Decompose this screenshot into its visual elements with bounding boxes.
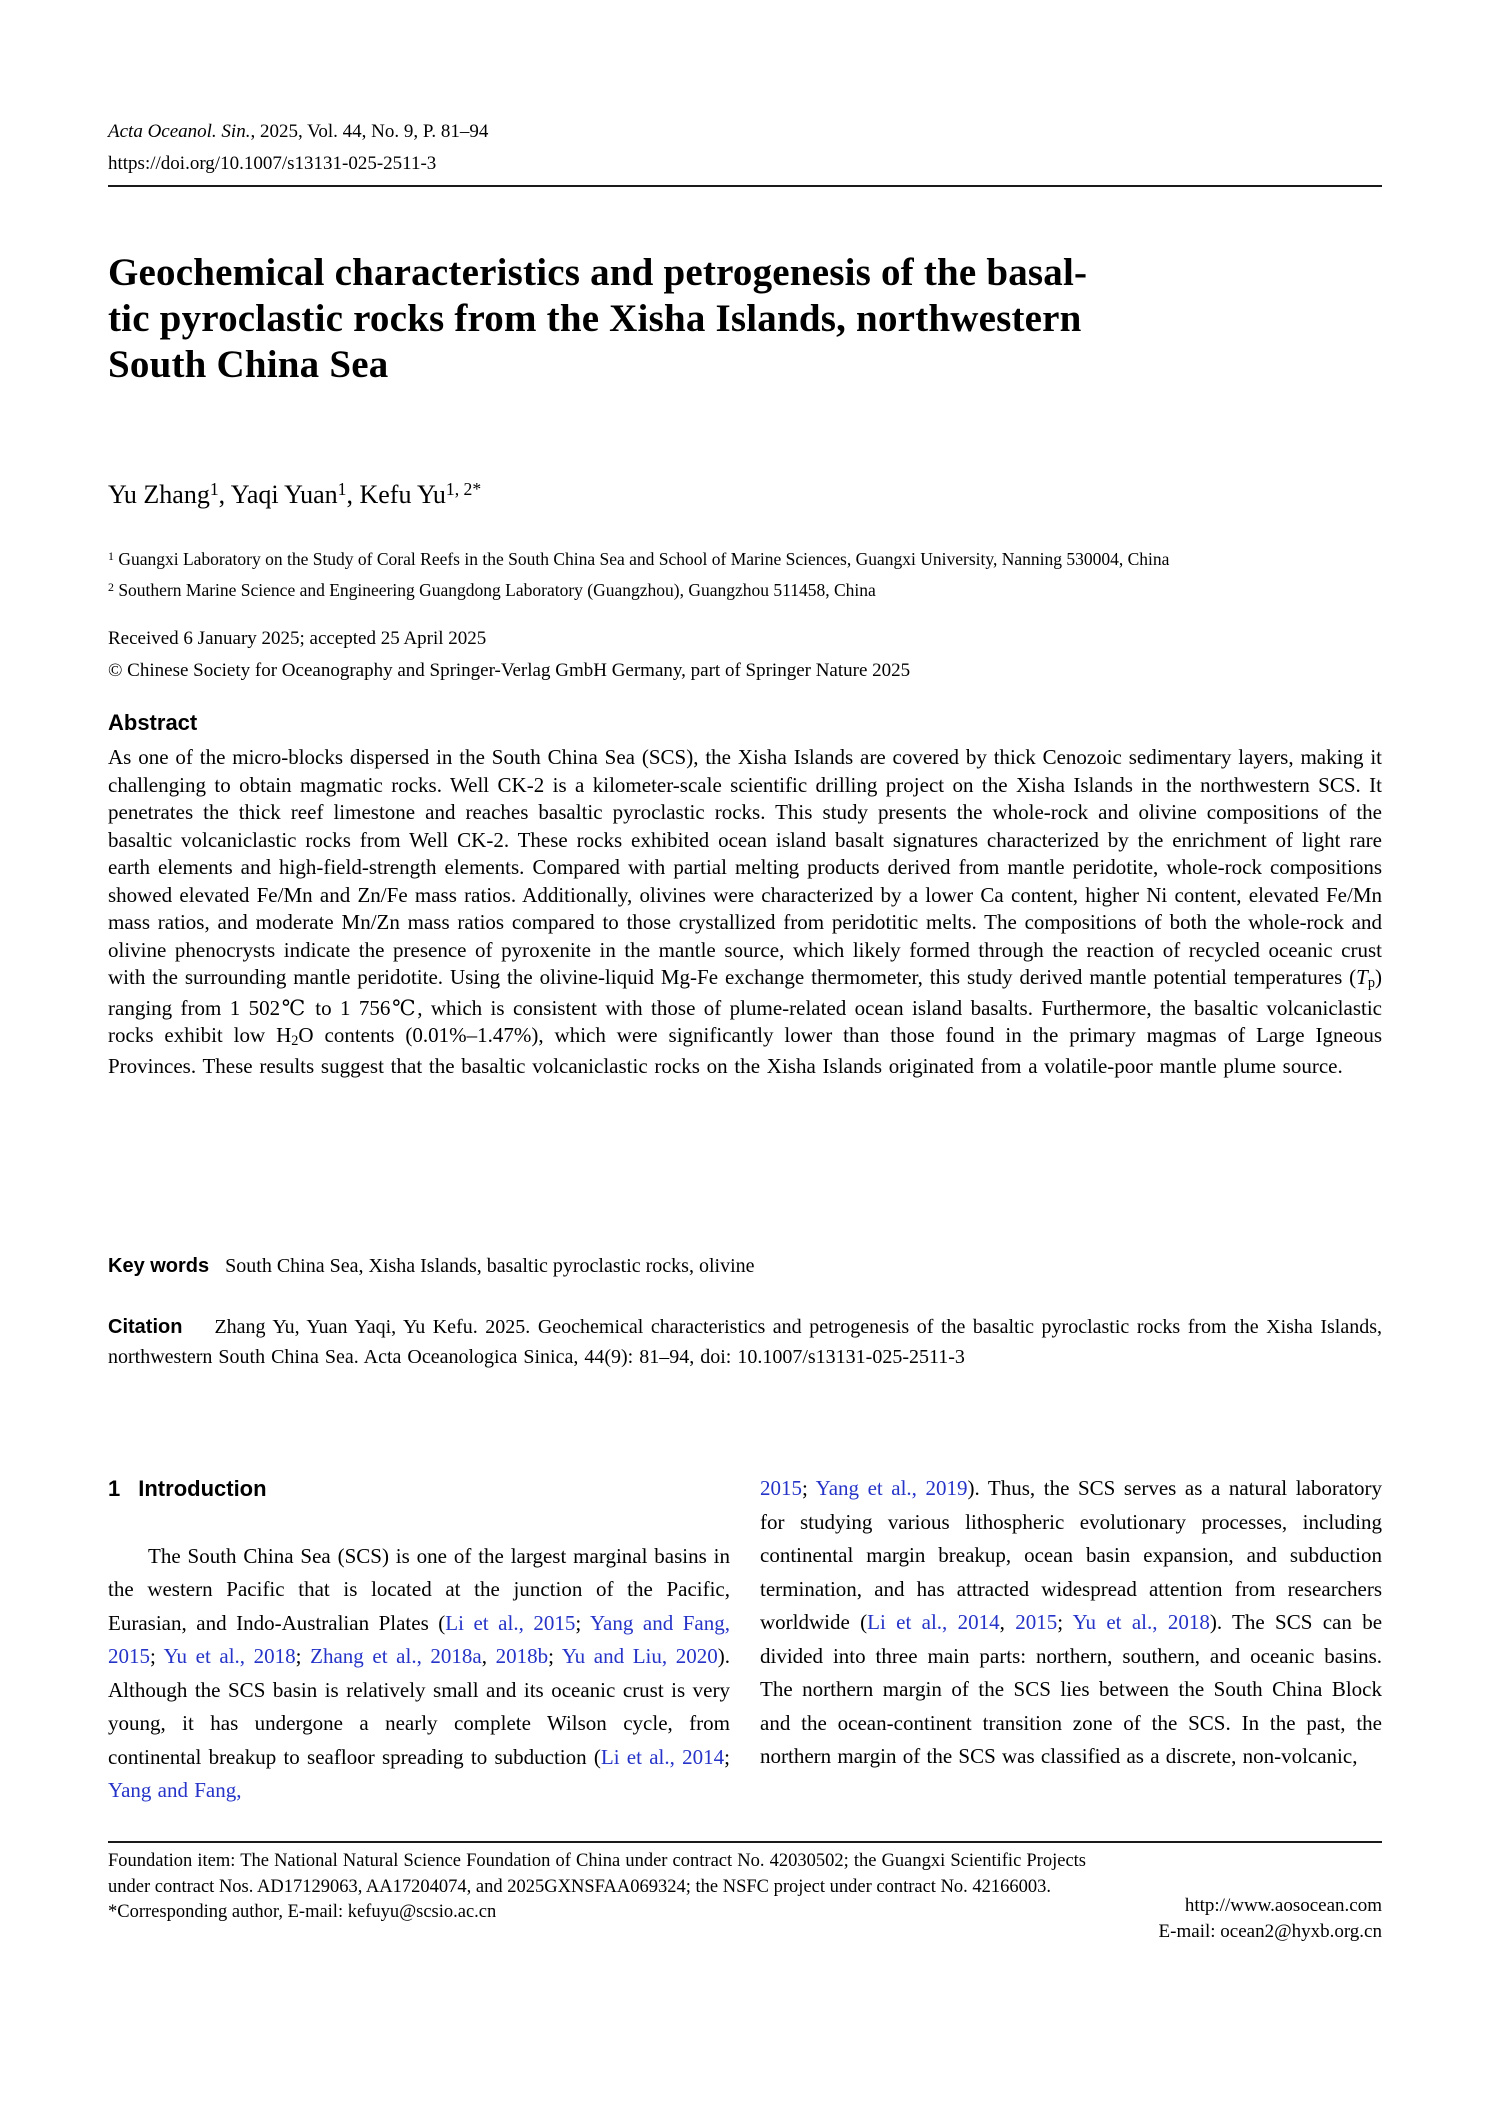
footnote-divider <box>108 1841 1382 1843</box>
keywords-label: Key words <box>108 1255 210 1277</box>
abstract-heading: Abstract <box>108 710 198 735</box>
text-segment: ). Although the SCS basin is relatively small and its oceanic crust is very young, it has undergone a nearly complete Wilson cycle, from continental breakup to seafloor spreading to subduction ( <box>108 1644 730 1769</box>
introduction-section <box>108 1472 1382 1808</box>
intro-paragraph-right <box>760 1472 1382 1774</box>
citation-block <box>108 1312 1382 1372</box>
keywords-line <box>108 1252 1382 1280</box>
citation-link[interactable]: Yang and Fang, <box>108 1778 242 1802</box>
text-segment: 2 <box>108 579 114 594</box>
text-segment: As one of the micro-blocks dispersed in the South China Sea (SCS), the Xisha Islands are covered by thick Cenozoic sedimentary layers, making it challenging to obtain magmatic rocks. Well CK-2 is a kilometer-scale scientific drilling project on the Xisha Islands in the northwestern SCS. It penetrates the thick reef limestone and reaches basaltic pyroclastic rocks. This study presents the whole-rock and olivine compositions of the basaltic volcaniclastic rocks from Well CK-2. These rocks exhibited ocean island basalt signatures characterized by the enrichment of light rare earth elements and high-field-strength elements. Compared with partial melting products derived from mantle peridotite, whole-rock compositions showed elevated Fe/Mn and Zn/Fe mass ratios. Additionally, olivines were characterized by a lower Ca content, higher Ni content, elevated Fe/Mn mass ratios, and moderate Mn/Zn mass ratios compared to those crystallized from peridotitic melts. The compositions of both the whole-rock and olivine phenocrysts indicate the presence of pyroxenite in the mantle source, which likely formed through the reaction of recycled oceanic crust with the surrounding mantle peridotite. Using the olivine-liquid Mg-Fe exchange thermometer, this study derived mantle potential temperatures ( <box>108 745 1382 989</box>
header-divider <box>108 185 1382 187</box>
text-segment: ; <box>724 1744 730 1769</box>
text-segment: Guangxi Laboratory on the Study of Coral Reefs in the South China Sea and School of Marine Sciences, Guangxi University, Nanning 530004, China <box>113 549 1170 569</box>
text-segment: T <box>1356 965 1368 989</box>
citation-link[interactable]: Li et al., 2015 <box>445 1610 576 1635</box>
affiliation-1 <box>108 545 1382 576</box>
text-segment: ; <box>150 1644 164 1668</box>
citation-link[interactable]: Li et al., 2014 <box>600 1744 725 1769</box>
author-line <box>108 478 1382 514</box>
citation-link[interactable]: Yu et al., 2018 <box>1072 1610 1210 1634</box>
journal-masthead <box>108 116 1382 180</box>
text-segment: Yu Zhang <box>108 480 210 509</box>
journal-website: http://www.aosocean.com <box>1184 1895 1382 1916</box>
received-accepted-line: Received 6 January 2025; accepted 25 April 2025 <box>108 628 487 649</box>
text-segment: 1 <box>108 548 114 563</box>
text-segment: Acta Oceanol. Sin. <box>108 121 251 142</box>
citation-link[interactable]: 2015 <box>760 1476 802 1500</box>
intro-right-column <box>760 1472 1382 1808</box>
citation-text: Zhang Yu, Yuan Yaqi, Yu Kefu. 2025. Geochemical characteristics and petrogenesis of the basaltic pyroclastic rocks from the Xisha Islands, northwestern South China Sea. Acta Oceanologica Sinica, 44(9): 81–94, doi: 10.1007/s13131-025-2511-3 <box>108 1316 1382 1368</box>
keywords-text: South China Sea, Xisha Islands, basaltic pyroclastic rocks, olivine <box>225 1255 755 1277</box>
article-title-line: Geochemical characteristics and petrogenesis of the basal- <box>108 251 1088 294</box>
citation-link[interactable]: Yu et al., 2018 <box>163 1644 296 1668</box>
text-segment: , Kefu Yu <box>346 480 446 509</box>
article-title-line: tic pyroclastic rocks from the Xisha Islands, northwestern <box>108 297 1082 340</box>
abstract-body <box>108 744 1382 1080</box>
copyright-line: © Chinese Society for Oceanography and Springer-Verlag GmbH Germany, part of Springer Nature 2025 <box>108 660 911 681</box>
text-segment: ; <box>1057 1610 1073 1634</box>
text-segment: ; <box>575 1610 590 1635</box>
text-segment: O contents (0.01%–1.47%), which were significantly lower than those found in the primary magmas of Large Igneous Provinces. These results suggest that the basaltic volcaniclastic rocks on the Xisha Islands originated from a volatile-poor mantle plume source. <box>108 1023 1382 1078</box>
citation-link[interactable]: Yang et al., 2019 <box>815 1476 968 1500</box>
text-segment: , Yaqi Yuan <box>218 480 338 509</box>
doi-line: https://doi.org/10.1007/s13131-025-2511-3 <box>108 153 437 174</box>
section-heading-introduction <box>108 1472 730 1506</box>
corresponding-author-note: *Corresponding author, E-mail: kefuyu@scsio.ac.cn <box>108 1902 497 1922</box>
citation-link[interactable]: Yang and Fang, 2015 <box>108 1610 730 1668</box>
section-number: 1 <box>108 1476 121 1501</box>
text-segment: ). The SCS can be divided into three main parts: northern, southern, and oceanic basins. The northern margin of the SCS lies between the South China Block and the ocean-continent transition zone of the SCS. In the past, the northern margin of the SCS was classified as a discrete, non-volcanic, <box>760 1610 1383 1768</box>
journal-contact-block <box>1159 1893 1382 1945</box>
citation-link[interactable]: Yu and Liu, 2020 <box>561 1644 718 1668</box>
text-segment: 1, 2* <box>445 479 482 500</box>
affiliation-2 <box>108 576 1382 607</box>
text-segment: 1 <box>337 479 347 500</box>
citation-label: Citation <box>108 1316 183 1338</box>
intro-left-column <box>108 1472 730 1808</box>
text-segment: , 2025, Vol. 44, No. 9, P. 81–94 <box>250 121 489 142</box>
text-segment: ). Thus, the SCS serves as a natural laboratory for studying various lithospheric evolutionary processes, including continental margin breakup, ocean basin expansion, and subduction termination, and has attracted widespread attention from researchers worldwide ( <box>760 1476 1382 1634</box>
text-segment: Southern Marine Science and Engineering Guangdong Laboratory (Guangzhou), Guangzhou 511458, China <box>113 580 876 600</box>
citation-link[interactable]: 2018b <box>495 1644 549 1668</box>
foundation-item-note: Foundation item: The National Natural Science Foundation of China under contract No. 42030502; the Guangxi Scientific Projects under contract Nos. AD17129063, AA17204074, and 2025GXNSFAA069324; the NSFC project under contract No. 42166003. <box>108 1851 1086 1897</box>
text-segment: ) ranging from 1 502℃ to 1 756℃, which is consistent with those of plume-related ocean island basalts. Furthermore, the basaltic volcaniclastic rocks exhibit low H <box>108 965 1382 1047</box>
text-segment: 2 <box>291 1033 299 1050</box>
text-segment: 1 <box>209 479 219 500</box>
journal-reference-line <box>108 116 1382 148</box>
text-segment: ; <box>295 1644 311 1668</box>
intro-paragraph-left <box>108 1540 730 1808</box>
section-title: Introduction <box>138 1476 267 1501</box>
journal-email: E-mail: ocean2@hyxb.org.cn <box>1158 1921 1382 1942</box>
article-title <box>108 250 1382 388</box>
text-segment: The South China Sea (SCS) is one of the largest marginal basins in the western Pacific that is located at the junction of the Pacific, Eurasian, and Indo-Australian Plates ( <box>108 1543 730 1635</box>
text-segment: ; <box>802 1476 816 1500</box>
citation-link[interactable]: Zhang et al., 2018a <box>310 1644 482 1668</box>
text-segment: ; <box>548 1644 562 1668</box>
article-title-line: South China Sea <box>108 343 389 386</box>
citation-link[interactable]: Li et al., 2014 <box>867 1610 1000 1634</box>
text-segment: , <box>481 1644 496 1668</box>
text-segment: p <box>1367 975 1375 992</box>
citation-link[interactable]: 2015 <box>1015 1610 1058 1634</box>
affiliations <box>108 545 1382 607</box>
text-segment: , <box>999 1610 1016 1634</box>
